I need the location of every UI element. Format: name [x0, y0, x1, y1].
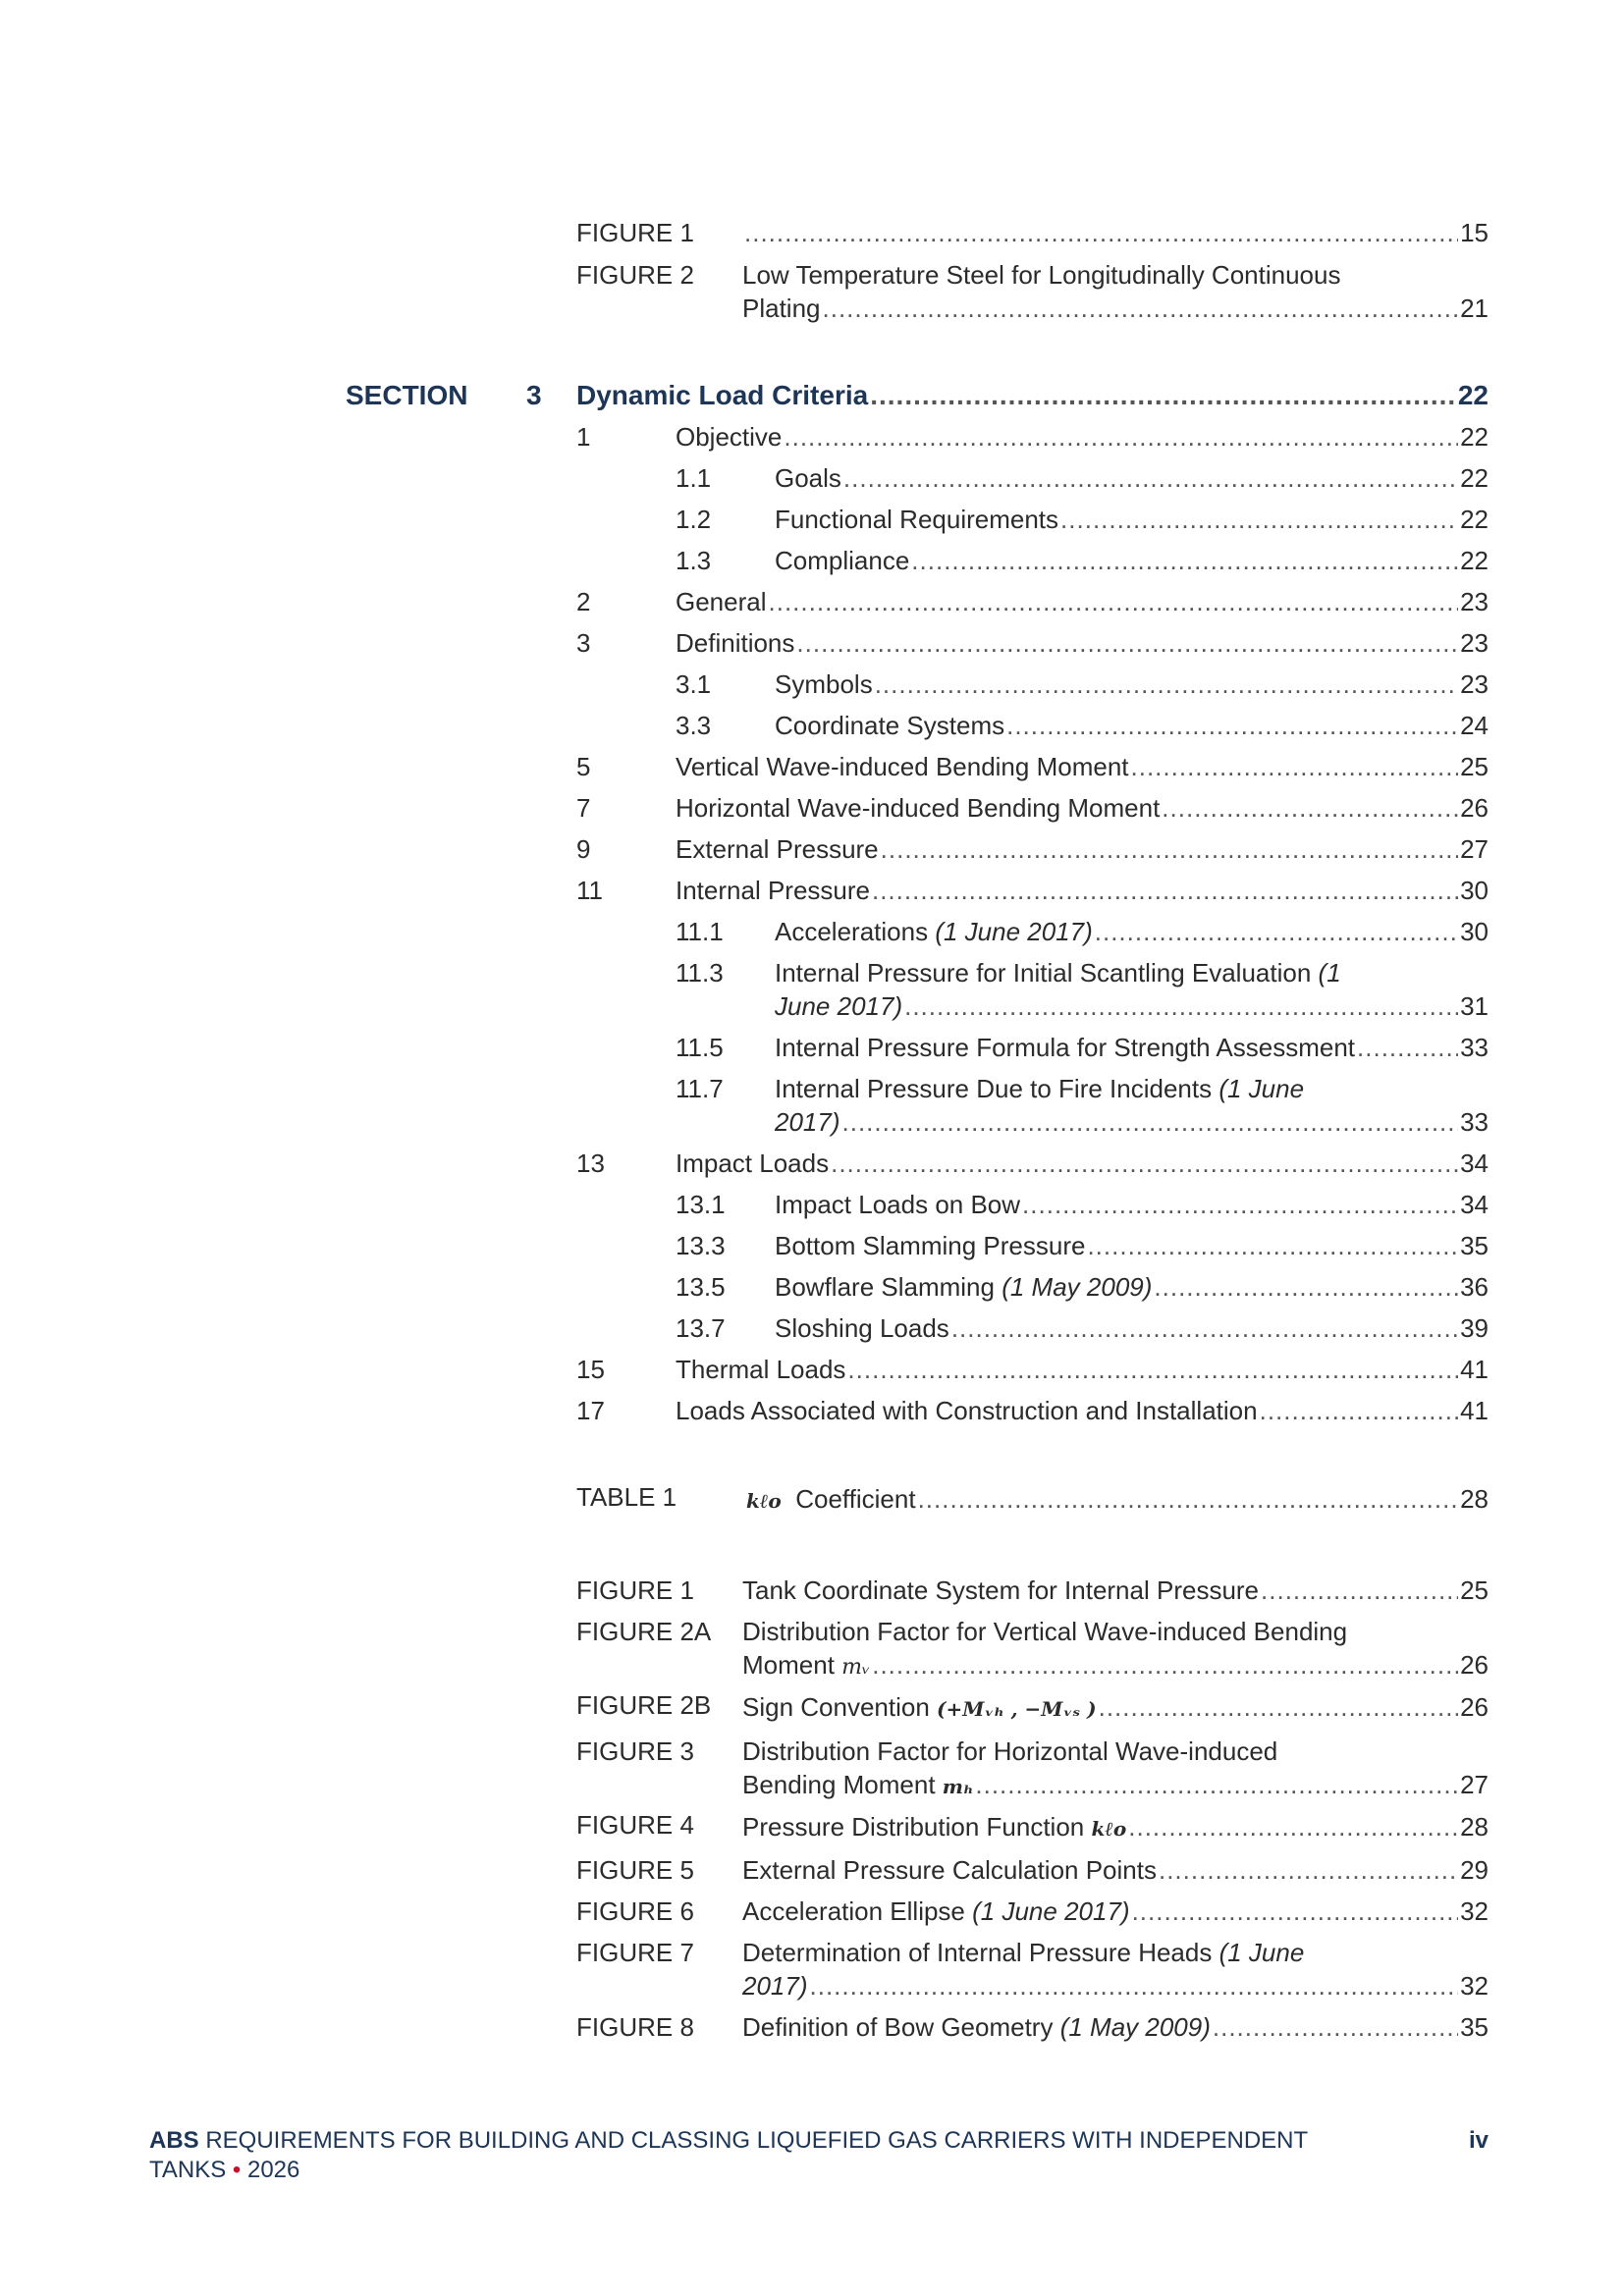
figure-label: FIGURE 4 [576, 1810, 694, 1840]
page-number: 30 [1460, 917, 1489, 946]
leader-dots [1022, 1188, 1458, 1221]
leader-dots [1162, 791, 1458, 825]
leader-dots [918, 1482, 1459, 1516]
figure-label: FIGURE 3 [576, 1736, 694, 1766]
math-symbol: (+Mᵥₕ , −Mᵥₛ ) [937, 1697, 1097, 1721]
table-label: TABLE 1 [576, 1482, 677, 1512]
toc-title: Internal Pressure [676, 876, 870, 905]
toc-title: Definitions [676, 628, 795, 658]
toc-entry-figure[interactable] [742, 1690, 1489, 1726]
leader-dots [744, 216, 1458, 249]
math-symbol: mᵥ [841, 1655, 871, 1680]
toc-title: Vertical Wave-induced Bending Moment [676, 752, 1129, 781]
toc-title: Distribution Factor for Vertical Wave-induced Bending [742, 1617, 1348, 1646]
toc-title: External Pressure Calculation Points [742, 1855, 1157, 1885]
page-number: 22 [1460, 422, 1489, 452]
toc-number: 11.3 [676, 958, 724, 988]
toc-entry-figure[interactable] [742, 1735, 1489, 1803]
toc-title-cont: Bending Moment [742, 1770, 936, 1799]
page-number: 32 [1460, 1971, 1489, 2001]
page-number: 41 [1460, 1396, 1489, 1425]
page-number: 36 [1460, 1272, 1489, 1302]
toc-entry-figure[interactable] [742, 1810, 1489, 1845]
leader-dots [1087, 1229, 1458, 1262]
toc-number: 11.5 [676, 1033, 724, 1062]
math-symbol: kℓo [746, 1489, 782, 1513]
toc-title: Thermal Loads [676, 1355, 846, 1384]
leader-dots [1128, 1810, 1458, 1843]
toc-entry-figure[interactable] [742, 1936, 1489, 2002]
toc-entry[interactable] [676, 791, 1489, 825]
toc-note-cont: 2017) [742, 1971, 808, 2001]
page-number: 28 [1460, 1812, 1489, 1842]
toc-entry[interactable] [775, 1188, 1489, 1221]
leader-dots [1213, 2010, 1458, 2044]
toc-number: 1.1 [676, 463, 712, 493]
leader-dots [1159, 1853, 1458, 1887]
section-title: Dynamic Load Criteria [576, 380, 869, 410]
page-number: 23 [1460, 628, 1489, 658]
toc-number: 2 [576, 587, 591, 616]
toc-title: Impact Loads on Bow [775, 1190, 1021, 1219]
leader-dots [1060, 503, 1458, 536]
figure-label: FIGURE 8 [576, 2012, 694, 2042]
leader-dots [847, 1353, 1458, 1386]
toc-title: Coefficient [795, 1484, 916, 1514]
toc-entry[interactable] [775, 956, 1489, 1023]
figure-label: FIGURE 1 [576, 1575, 694, 1605]
footer-title: REQUIREMENTS FOR BUILDING AND CLASSING LIQUEFIED GAS CARRIERS WITH INDEPENDENT [205, 2127, 1309, 2154]
section-number: 3 [526, 380, 542, 410]
leader-dots [1132, 1895, 1459, 1928]
page-number: 30 [1460, 876, 1489, 905]
toc-title: Sign Convention [742, 1692, 930, 1722]
leader-dots [1006, 709, 1458, 742]
leader-dots [1131, 750, 1459, 783]
leader-dots [1154, 1270, 1458, 1304]
toc-note: (1 May 2009) [1001, 1272, 1153, 1302]
toc-entry[interactable] [775, 1072, 1489, 1139]
leader-dots [784, 420, 1458, 454]
footer-year: 2026 [246, 2157, 300, 2183]
page-number: 28 [1460, 1484, 1489, 1514]
toc-title: Internal Pressure Due to Fire Incidents [775, 1074, 1213, 1103]
page-number: 26 [1460, 793, 1489, 823]
toc-entry-figure-1[interactable] [742, 216, 1489, 249]
page-number: 22 [1460, 546, 1489, 575]
toc-number: 13.3 [676, 1231, 726, 1260]
toc-title: Sloshing Loads [775, 1313, 949, 1343]
page-number: 35 [1460, 1231, 1489, 1260]
toc-entry[interactable] [676, 1147, 1489, 1180]
leader-dots [975, 1768, 1458, 1801]
page-number: 39 [1460, 1313, 1489, 1343]
toc-title: Distribution Factor for Horizontal Wave-induced [742, 1736, 1278, 1766]
toc-title: Pressure Distribution Function [742, 1812, 1085, 1842]
leader-dots [872, 874, 1458, 907]
toc-title: Functional Requirements [775, 505, 1059, 534]
toc-title: Loads Associated with Construction and Installation [676, 1396, 1258, 1425]
leader-dots [823, 292, 1459, 325]
toc-title: External Pressure [676, 834, 879, 864]
toc-title: Bottom Slamming Pressure [775, 1231, 1086, 1260]
toc-entry-table-1[interactable] [746, 1482, 1489, 1518]
toc-number: 11 [576, 876, 603, 905]
toc-title-cont: Plating [742, 294, 821, 323]
math-symbol: kℓo [1091, 1817, 1127, 1841]
toc-title: Objective [676, 422, 783, 452]
leader-dots [842, 1105, 1459, 1139]
toc-note: (1 June [1218, 1074, 1305, 1103]
leader-dots [1357, 1031, 1458, 1064]
toc-entry[interactable] [775, 915, 1489, 948]
figure-label: FIGURE 2B [576, 1690, 712, 1720]
page-number: 22 [1460, 463, 1489, 493]
figure-label: FIGURE 7 [576, 1938, 694, 1967]
toc-note-cont: June 2017) [775, 991, 903, 1021]
page-number: 33 [1460, 1033, 1489, 1062]
toc-entry-figure[interactable] [742, 1574, 1489, 1607]
toc-number: 1 [576, 422, 591, 452]
page-number: 22 [1460, 505, 1489, 534]
leader-dots [875, 667, 1458, 701]
page-number: 35 [1460, 2012, 1489, 2042]
toc-title: Symbols [775, 669, 873, 699]
page-number: 15 [1460, 218, 1489, 247]
toc-entry-figure[interactable] [742, 1853, 1489, 1887]
toc-number: 3 [576, 628, 591, 658]
toc-number: 15 [576, 1355, 605, 1384]
toc-entry[interactable] [775, 461, 1489, 495]
toc-entry[interactable] [676, 585, 1489, 618]
leader-dots [904, 989, 1458, 1023]
bullet-separator: • [232, 2157, 242, 2183]
page-number: 23 [1460, 669, 1489, 699]
toc-number: 11.1 [676, 917, 724, 946]
toc-number: 13 [576, 1148, 605, 1178]
toc-note-cont: 2017) [775, 1107, 840, 1137]
figure-label: FIGURE 5 [576, 1855, 694, 1885]
toc-title: Accelerations [775, 917, 929, 946]
toc-title-cont: Moment [742, 1650, 835, 1680]
page-number: 29 [1460, 1855, 1489, 1885]
page-number: 25 [1460, 1575, 1489, 1605]
toc-entry-figure-2[interactable] [742, 258, 1489, 325]
leader-dots [810, 1969, 1459, 2002]
toc-title: Coordinate Systems [775, 711, 1005, 740]
page-number: 41 [1460, 1355, 1489, 1384]
toc-title: Bowflare Slamming [775, 1272, 995, 1302]
toc-number: 9 [576, 834, 591, 864]
page-number: 34 [1460, 1190, 1489, 1219]
toc-entry-figure[interactable] [742, 1615, 1489, 1684]
toc-entry[interactable] [676, 874, 1489, 907]
leader-dots [1260, 1394, 1458, 1427]
toc-entry-section-3[interactable] [576, 379, 1489, 412]
toc-entry-figure[interactable] [742, 2010, 1489, 2044]
leader-dots [831, 1147, 1458, 1180]
toc-entry[interactable] [775, 503, 1489, 536]
toc-note: (1 June 2017) [972, 1896, 1130, 1926]
toc-entry[interactable] [676, 750, 1489, 783]
leader-dots [843, 461, 1458, 495]
page-number: 33 [1460, 1107, 1489, 1137]
toc-number: 13.1 [676, 1190, 726, 1219]
page-number: 22 [1457, 380, 1489, 410]
page-number: 24 [1460, 711, 1489, 740]
toc-number: 17 [576, 1396, 605, 1425]
toc-number: 1.2 [676, 505, 712, 534]
toc-entry[interactable] [775, 709, 1489, 742]
toc-title: General [676, 587, 767, 616]
page-number: 31 [1460, 991, 1489, 1021]
toc-number: 13.7 [676, 1313, 726, 1343]
leader-dots [1095, 915, 1458, 948]
toc-entry[interactable] [676, 1394, 1489, 1427]
toc-number: 3.3 [676, 711, 712, 740]
page-number: 26 [1460, 1650, 1489, 1680]
figure-label: FIGURE 2A [576, 1617, 712, 1646]
leader-dots [881, 832, 1458, 866]
toc-number: 7 [576, 793, 591, 823]
leader-dots [951, 1311, 1458, 1345]
footer-page-number: iv [1469, 2127, 1489, 2154]
figure-label: FIGURE 6 [576, 1896, 694, 1926]
toc-note: (1 [1318, 958, 1341, 988]
leader-dots [870, 379, 1456, 412]
page-number: 21 [1460, 294, 1489, 323]
toc-title: Tank Coordinate System for Internal Pressure [742, 1575, 1260, 1605]
leader-dots [1099, 1690, 1458, 1724]
toc-entry[interactable] [676, 420, 1489, 454]
page-number: 34 [1460, 1148, 1489, 1178]
page-number: 27 [1460, 1770, 1489, 1799]
toc-title: Horizontal Wave-induced Bending Moment [676, 793, 1161, 823]
leader-dots [796, 626, 1458, 660]
section-label: SECTION [346, 380, 468, 410]
toc-title: Determination of Internal Pressure Heads [742, 1938, 1213, 1967]
toc-number: 1.3 [676, 546, 712, 575]
page-number: 23 [1460, 587, 1489, 616]
toc-entry[interactable] [775, 1031, 1489, 1064]
page-number: 27 [1460, 834, 1489, 864]
toc-entry[interactable] [775, 1229, 1489, 1262]
toc-entry[interactable] [676, 832, 1489, 866]
toc-title: Low Temperature Steel for Longitudinally Continuous [742, 260, 1341, 290]
page-number: 25 [1460, 752, 1489, 781]
page-footer [149, 2126, 1386, 2185]
toc-entry[interactable] [775, 1311, 1489, 1345]
toc-number: 13.5 [676, 1272, 726, 1302]
leader-dots [769, 585, 1459, 618]
toc-number: 5 [576, 752, 591, 781]
toc-title: Definition of Bow Geometry [742, 2012, 1054, 2042]
toc-number: 11.7 [676, 1074, 724, 1103]
toc-entry-figure[interactable] [742, 1895, 1489, 1928]
leader-dots [1261, 1574, 1458, 1607]
toc-entry[interactable] [676, 1353, 1489, 1386]
math-symbol: mₕ [942, 1775, 974, 1798]
toc-entry[interactable] [676, 626, 1489, 660]
toc-note: (1 June [1218, 1938, 1305, 1967]
toc-title: Acceleration Ellipse [742, 1896, 965, 1926]
toc-title: Compliance [775, 546, 910, 575]
toc-entry[interactable] [775, 544, 1489, 577]
page-number: 26 [1460, 1692, 1489, 1722]
brand-name: ABS [149, 2127, 199, 2154]
figure-label: FIGURE 2 [576, 260, 694, 290]
toc-title: Internal Pressure for Initial Scantling Evaluation [775, 958, 1312, 988]
toc-entry[interactable] [775, 667, 1489, 701]
toc-entry[interactable] [775, 1270, 1489, 1304]
leader-dots [911, 544, 1458, 577]
figure-label: FIGURE 1 [576, 218, 694, 247]
toc-title: Goals [775, 463, 841, 493]
toc-note: (1 May 2009) [1059, 2012, 1211, 2042]
page-number: 32 [1460, 1896, 1489, 1926]
footer-title-cont: TANKS [149, 2157, 227, 2183]
leader-dots [872, 1648, 1458, 1682]
toc-number: 3.1 [676, 669, 712, 699]
toc-title: Internal Pressure Formula for Strength Assessment [775, 1033, 1356, 1062]
toc-note: (1 June 2017) [935, 917, 1093, 946]
toc-title: Impact Loads [676, 1148, 830, 1178]
